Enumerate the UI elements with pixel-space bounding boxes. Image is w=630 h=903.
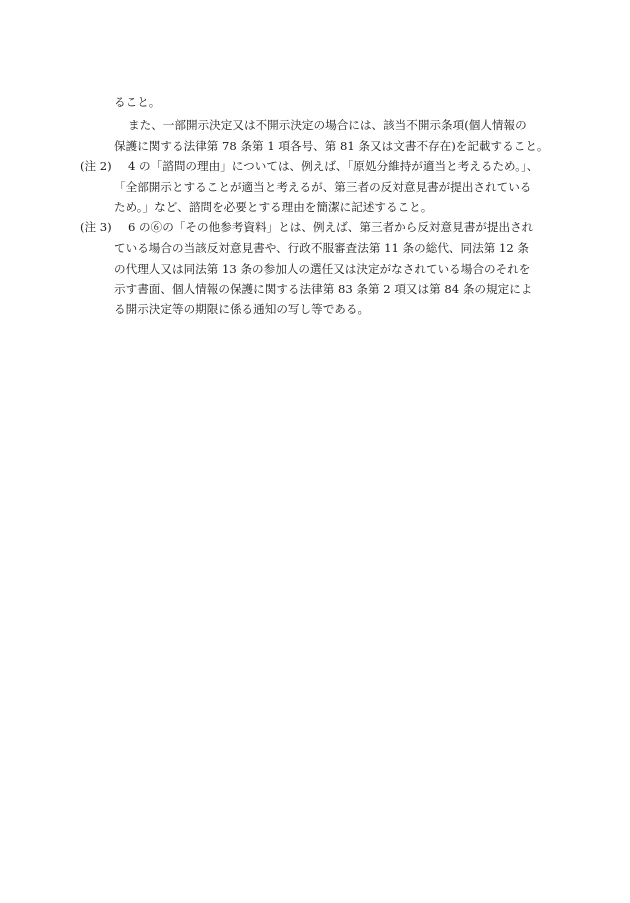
note-line: の代理人又は同法第 13 条の参加人の選任又は決定がなされている場合のそれを [114, 262, 531, 276]
note-line: ため。」など、諮問を必要とする理由を簡潔に記述すること。 [114, 200, 433, 214]
paragraph-line: また、一部開示決定又は不開示決定の場合には、該当不開示条項(個人情報の [128, 118, 527, 132]
note-line: 「全部開示とすることが適当と考えるが、第三者の反対意見書が提出されている [114, 180, 532, 194]
note-line: 4 の「諮問の理由」については、例えば、「原処分維持が適当と考えるため。」、 [128, 159, 539, 173]
note-line: る開示決定等の期限に係る通知の写し等である。 [114, 302, 370, 316]
note-line: ている場合の当該反対意見書や、行政不服審査法第 11 条の総代、同法第 12 条 [114, 241, 530, 255]
note-label: (注 3) [80, 220, 112, 234]
note-line: 示す書面、個人情報の保護に関する法律第 83 条第 2 項又は第 84 条の規定によ [114, 282, 533, 296]
continuation-line: ること。 [114, 95, 161, 109]
note-label: (注 2) [80, 159, 112, 173]
paragraph-line: 保護に関する法律第 78 条第 1 項各号、第 81 条又は文書不存在)を記載すること。 [114, 139, 549, 153]
note-line: 6 の⑥の「その他参考資料」とは、例えば、第三者から反対意見書が提出され [128, 220, 534, 234]
